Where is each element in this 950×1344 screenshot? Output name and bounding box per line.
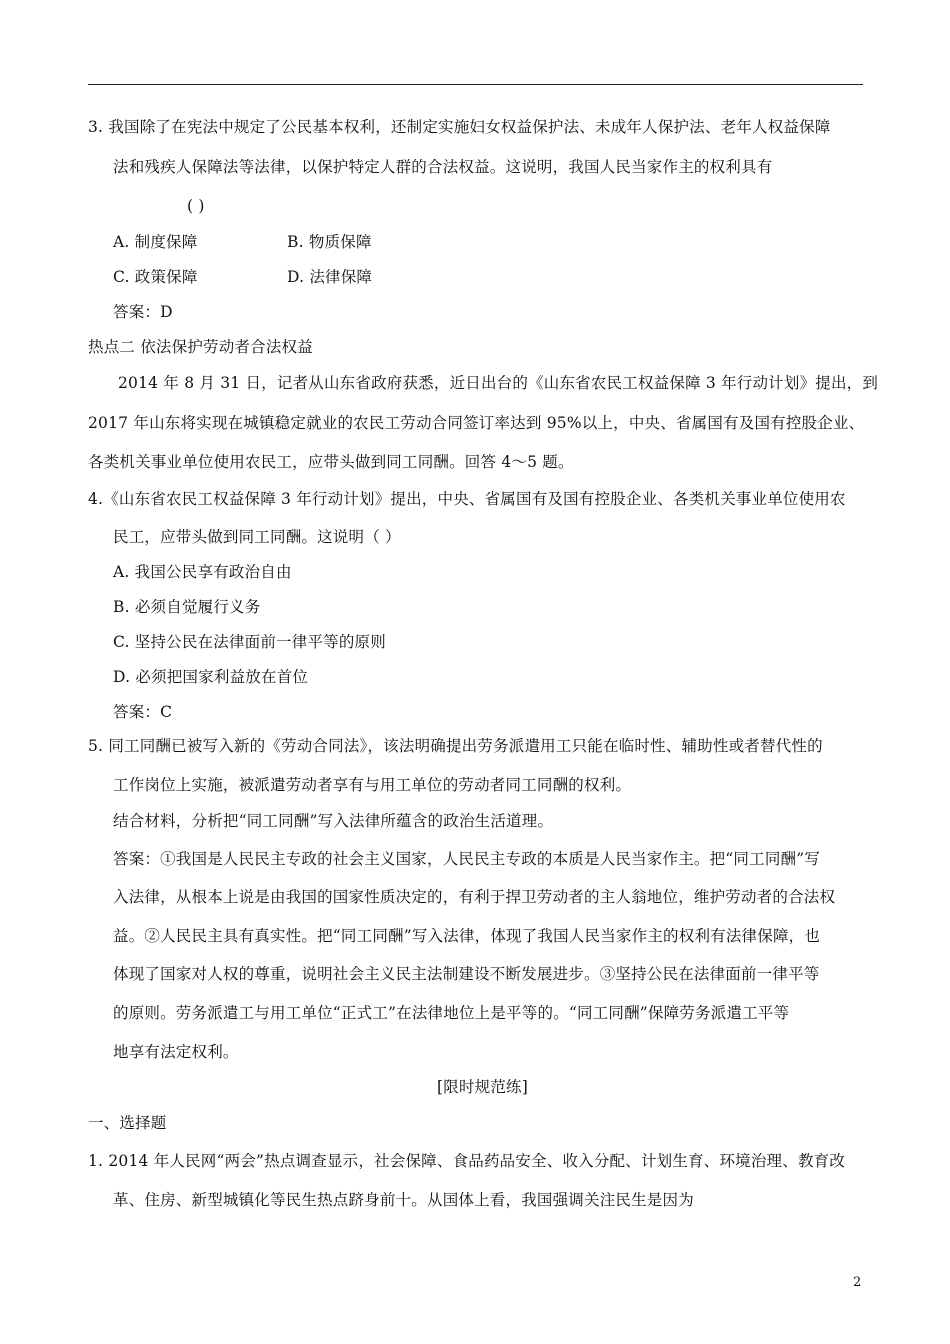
practice-section-heading: 一、选择题 [88, 1114, 167, 1132]
q5-answer-line3: 益。②人民民主具有真实性。把“同工同酬”写入法律，体现了我国人民当家作主的权利有法律保障，也 [113, 927, 821, 945]
hotspot2-para-line2: 2017 年山东将实现在城镇稳定就业的农民工劳动合同签订率达到 95%以上，中央、省属国有及国有控股企业、 [88, 414, 865, 432]
page-number: 2 [853, 1275, 862, 1290]
q3-stem-line2: 法和残疾人保障法等法律，以保护特定人群的合法权益。这说明，我国人民当家作主的权利具有 [113, 158, 773, 176]
q3-option-b: B. 物质保障 [287, 233, 372, 251]
practice-q1-line1: 1. 2014 年人民网“两会”热点调查显示，社会保障、食品药品安全、收入分配、计划生育、环境治理、教育改 [88, 1152, 846, 1170]
header-rule [88, 84, 863, 85]
q5-answer-line4: 体现了国家对人权的尊重，说明社会主义民主法制建设不断发展进步。③坚持公民在法律面前一律平等 [113, 965, 820, 983]
q4-option-a: A. 我国公民享有政治自由 [113, 563, 292, 581]
hotspot2-heading: 热点二 依法保护劳动者合法权益 [88, 338, 313, 356]
q3-stem-line1: 3. 我国除了在宪法中规定了公民基本权利，还制定实施妇女权益保护法、未成年人保护法、老年人权益保障 [88, 118, 831, 136]
q4-stem-line1: 4.《山东省农民工权益保障 3 年行动计划》提出，中央、省属国有及国有控股企业、各类机关事业单位使用农 [88, 490, 846, 508]
q3-option-d: D. 法律保障 [287, 268, 373, 286]
q5-answer-line6: 地享有法定权利。 [113, 1043, 239, 1061]
q3-answer: 答案：D [113, 303, 173, 321]
practice-title: [限时规范练] [437, 1078, 528, 1096]
q3-option-a: A. 制度保障 [113, 233, 198, 251]
q5-answer-line5: 的原则。劳务派遣工与用工单位“正式工”在法律地位上是平等的。“同工同酬”保障劳务派遣工平等 [113, 1004, 790, 1022]
q4-option-d: D. 必须把国家利益放在首位 [113, 668, 309, 686]
q5-answer-line2: 入法律，从根本上说是由我国的国家性质决定的，有利于捍卫劳动者的主人翁地位，维护劳动者的合法权 [113, 888, 836, 906]
q5-answer-line1: 答案：①我国是人民民主专政的社会主义国家，人民民主专政的本质是人民当家作主。把“同工同酬”写 [113, 850, 821, 868]
q5-stem-line2: 工作岗位上实施，被派遣劳动者享有与用工单位的劳动者同工同酬的权利。 [113, 776, 632, 794]
q5-stem-line1: 5. 同工同酬已被写入新的《劳动合同法》，该法明确提出劳务派遣用工只能在临时性、辅助性或者替代性的 [88, 737, 823, 755]
q4-option-c: C. 坚持公民在法律面前一律平等的原则 [113, 633, 386, 651]
q5-prompt: 结合材料，分析把“同工同酬”写入法律所蕴含的政治生活道理。 [113, 812, 554, 830]
q3-option-c: C. 政策保障 [113, 268, 198, 286]
q4-stem-line2: 民工，应带头做到同工同酬。这说明（ ） [113, 528, 401, 546]
q3-answer-blank: ( ) [187, 197, 205, 215]
hotspot2-para-line3: 各类机关事业单位使用农民工，应带头做到同工同酬。回答 4～5 题。 [88, 453, 574, 471]
practice-q1-line2: 革、住房、新型城镇化等民生热点跻身前十。从国体上看，我国强调关注民生是因为 [113, 1191, 694, 1209]
q4-option-b: B. 必须自觉履行义务 [113, 598, 261, 616]
hotspot2-para-line1: 2014 年 8 月 31 日，记者从山东省政府获悉，近日出台的《山东省农民工权益保障 3 年行动计划》提出，到 [118, 374, 879, 392]
q4-answer: 答案：C [113, 703, 173, 721]
